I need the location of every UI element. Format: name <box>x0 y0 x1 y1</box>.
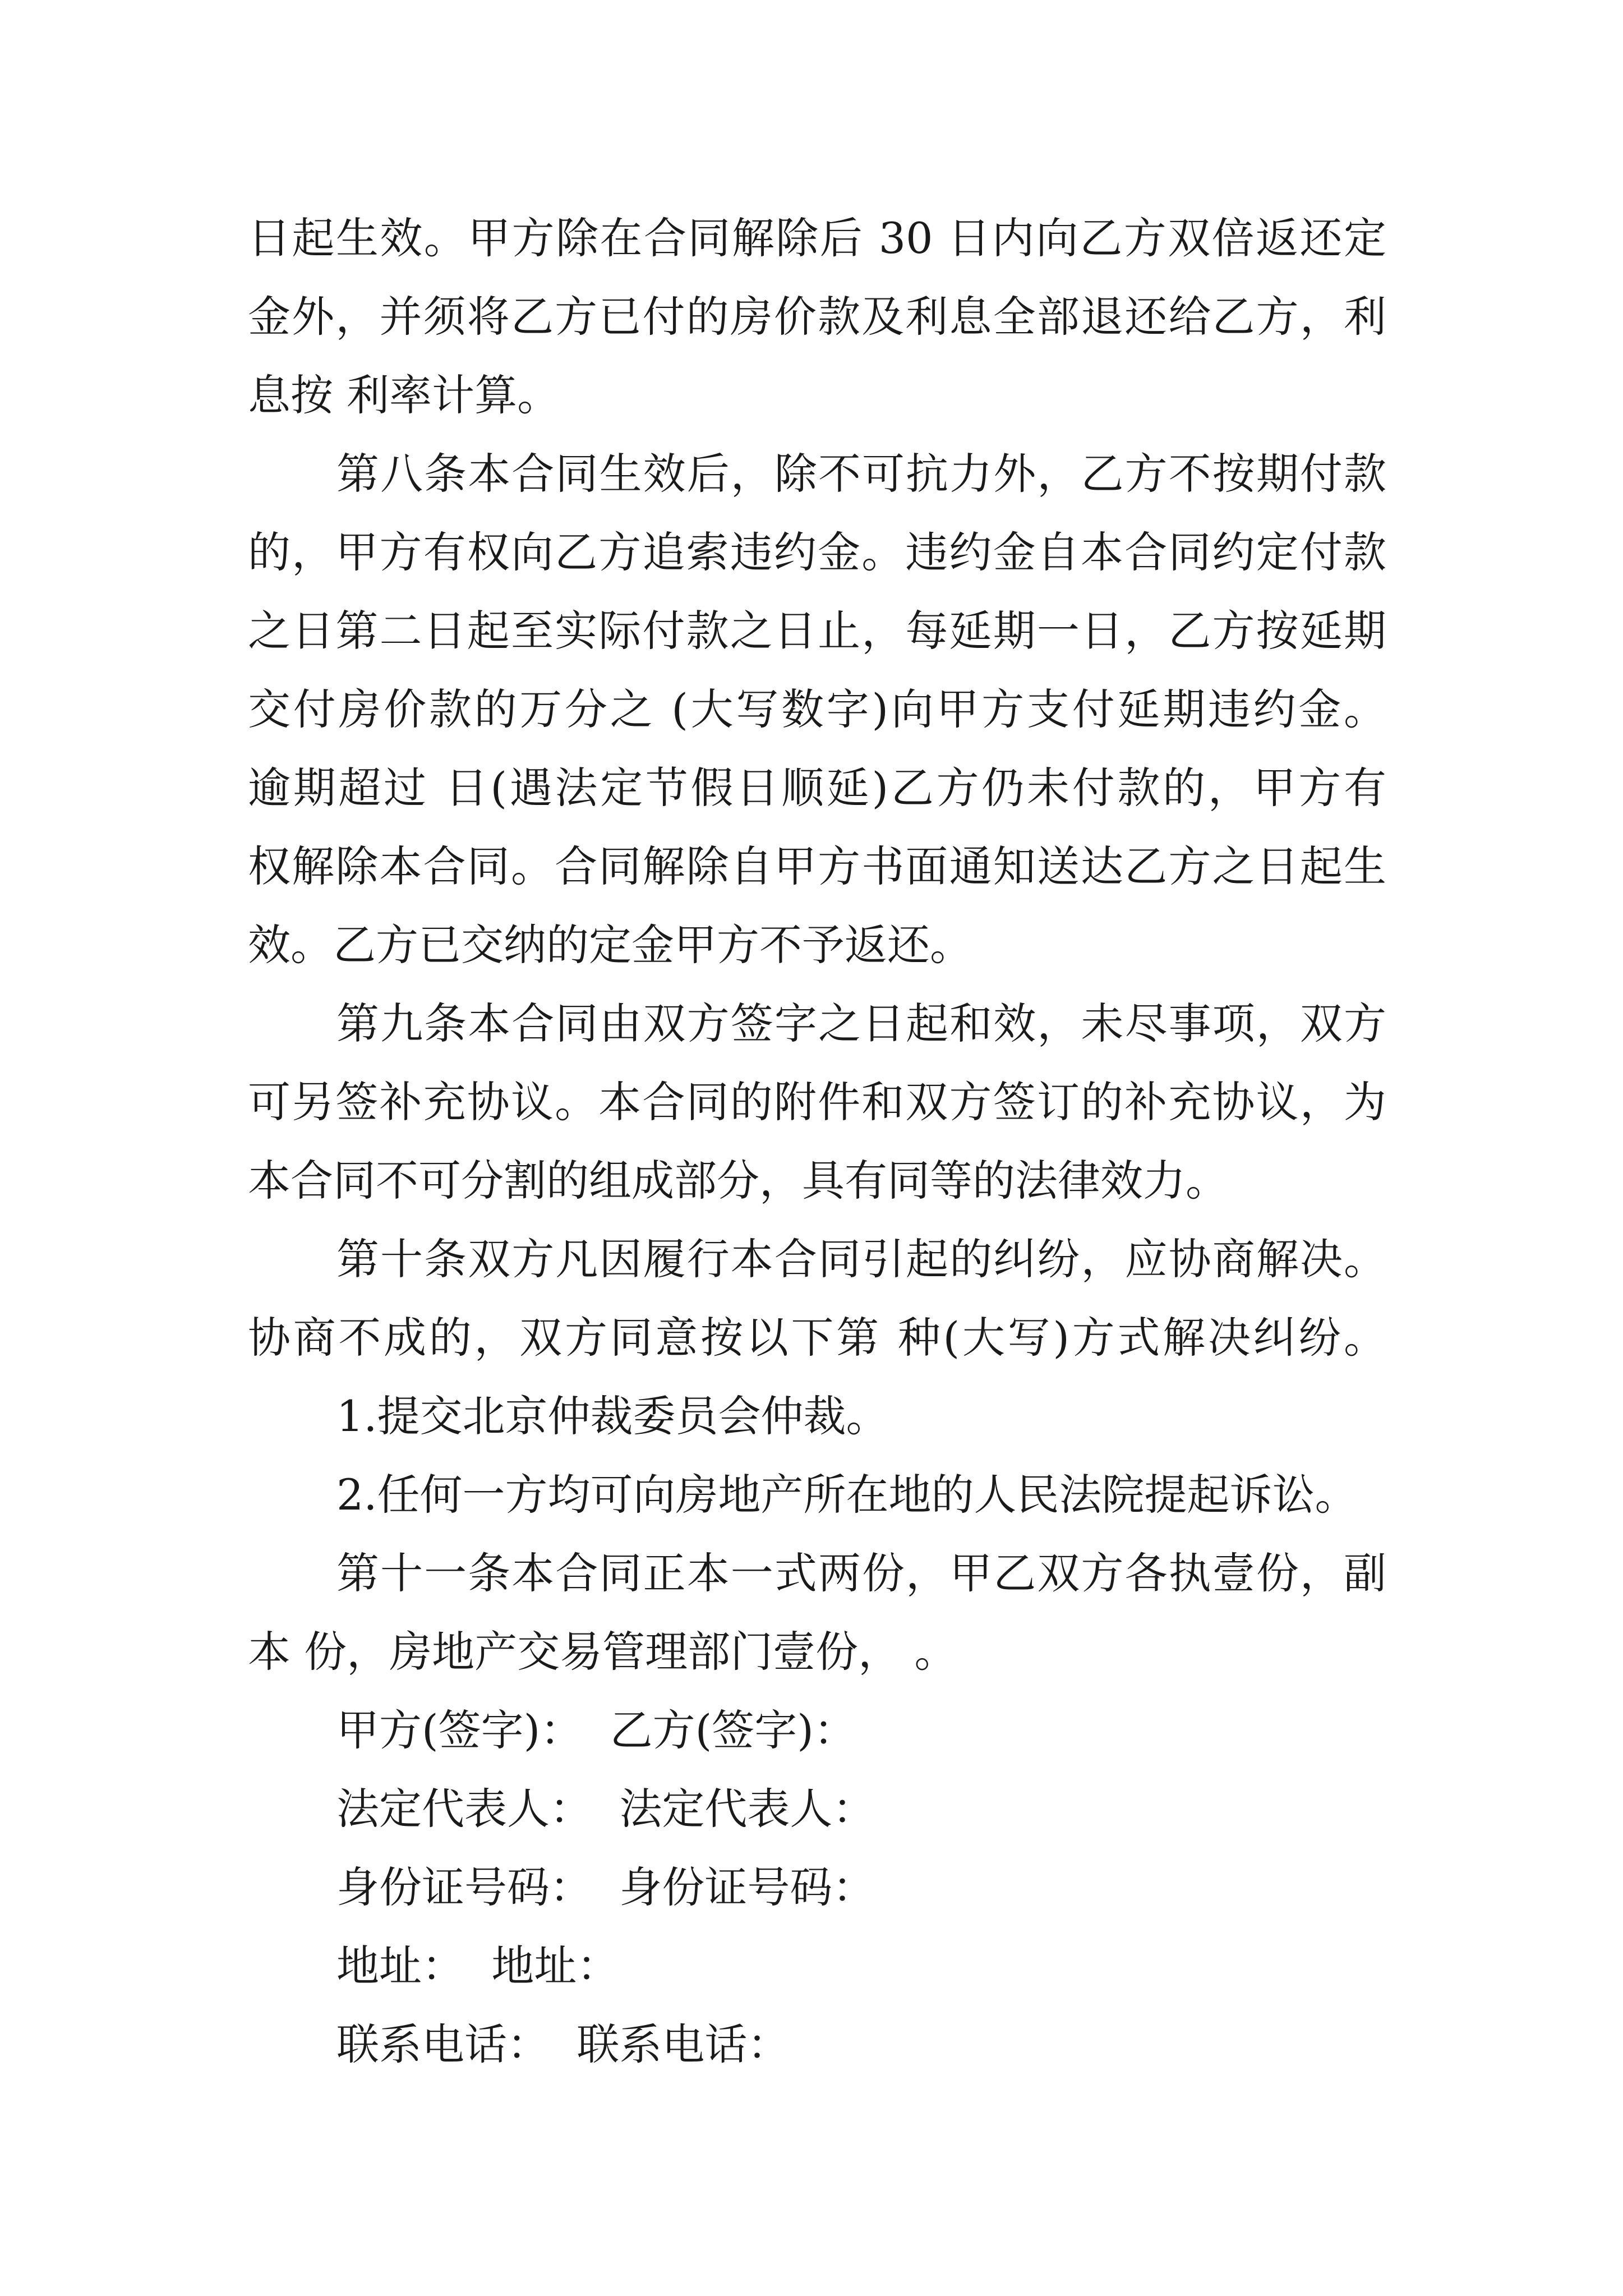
id-number-line: 身份证号码： 身份证号码： <box>336 1862 875 1912</box>
phone-line: 联系电话： 联系电话： <box>336 2019 790 2069</box>
article-11-line: 第十一条本合同正本一式两份，甲乙双方各执壹份，副 <box>336 1548 1386 1598</box>
legal-representative-line: 法定代表人： 法定代表人： <box>336 1784 875 1834</box>
article-9-line: 本合同不可分割的组成部分，具有同等的法律效力。 <box>248 1156 1228 1205</box>
dispute-option-1: 1.提交北京仲裁委员会仲裁。 <box>336 1391 889 1441</box>
article-9-line: 可另签补充协议。本合同的附件和双方签订的补充协议，为 <box>248 1077 1386 1127</box>
paragraph-line: 日起生效。甲方除在合同解除后 30 日内向乙方双倍返还定 <box>248 213 1386 263</box>
article-8-line: 效。乙方已交纳的定金甲方不予返还。 <box>248 920 972 970</box>
signature-line: 甲方(签字)： 乙方(签字)： <box>336 1705 856 1755</box>
paragraph-line: 金外，并须将乙方已付的房价款及利息全部退还给乙方，利 <box>248 292 1386 342</box>
article-10-line: 第十条双方凡因履行本合同引起的纠纷，应协商解决。 <box>336 1234 1386 1284</box>
article-8-line: 之日第二日起至实际付款之日止，每延期一日，乙方按延期 <box>248 606 1386 656</box>
article-8-line: 第八条本合同生效后，除不可抗力外，乙方不按期付款 <box>336 449 1386 499</box>
address-line: 地址： 地址： <box>336 1941 620 1991</box>
article-11-line: 本 份，房地产交易管理部门壹份， 。 <box>248 1627 957 1677</box>
article-8-line: 权解除本合同。合同解除自甲方书面通知送达乙方之日起生 <box>248 841 1386 891</box>
article-10-line: 协商不成的，双方同意按以下第 种(大写)方式解决纠纷。 <box>248 1313 1386 1363</box>
article-8-line: 交付房价款的万分之 (大写数字)向甲方支付延期违约金。 <box>248 684 1386 734</box>
article-8-line: 的，甲方有权向乙方追索违约金。违约金自本合同约定付款 <box>248 527 1386 577</box>
article-9-line: 第九条本合同由双方签字之日起和效，未尽事项，双方 <box>336 999 1386 1048</box>
paragraph-line: 息按 利率计算。 <box>248 370 560 420</box>
article-8-line: 逾期超过 日(遇法定节假日顺延)乙方仍未付款的，甲方有 <box>248 763 1386 813</box>
dispute-option-2: 2.任何一方均可向房地产所在地的人民法院提起诉讼。 <box>336 1470 1358 1520</box>
